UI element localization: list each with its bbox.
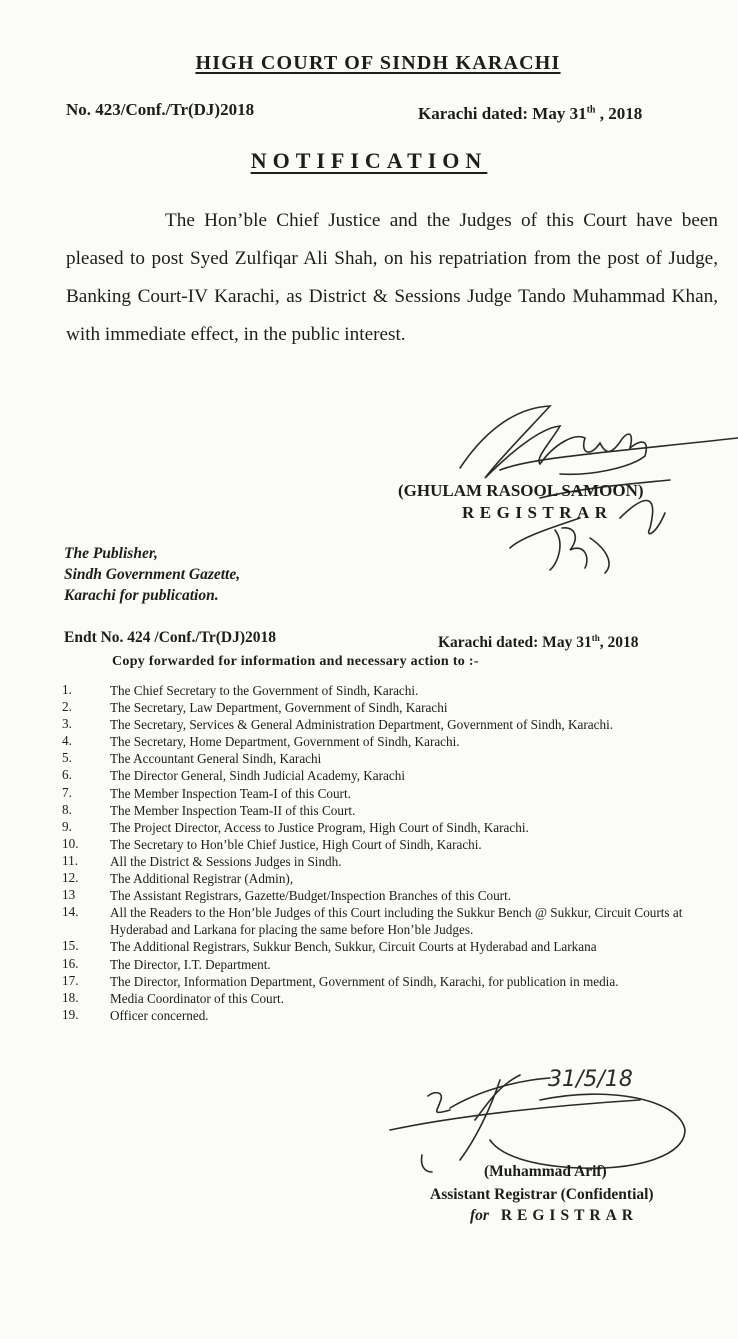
distribution-item-number: 17.	[62, 972, 79, 988]
distribution-item-number: 14.	[62, 904, 79, 920]
distribution-item-number: 11.	[62, 852, 78, 868]
copy-forwarded-line: Copy forwarded for information and necessary action to :-	[112, 654, 479, 669]
distribution-list	[62, 682, 718, 1024]
distribution-item-number: 10.	[62, 835, 79, 851]
distribution-list-item	[62, 973, 718, 990]
distribution-item-number: 6.	[62, 767, 72, 783]
court-title-text: HIGH COURT OF SINDH KARACHI	[195, 52, 561, 74]
distribution-list-item	[62, 682, 718, 699]
endorsement-date-prefix: Karachi dated: May 31	[438, 634, 592, 652]
distribution-item-text: The Secretary, Services & General Administration Department, Government of Sindh, Karachi.	[110, 717, 614, 733]
distribution-item-text: The Secretary, Law Department, Government of Sindh, Karachi	[110, 700, 448, 716]
notification-title-text: NOTIFICATION	[250, 148, 488, 173]
date-year: , 2018	[595, 104, 643, 123]
date-prefix: Karachi dated: May 31	[418, 104, 587, 123]
notification-title	[0, 148, 738, 174]
distribution-item-text: All the District & Sessions Judges in Sindh.	[110, 853, 342, 869]
for-registrar-text: REGISTRAR	[500, 1207, 638, 1224]
assistant-registrar-name: (Muhammad Arif)	[484, 1163, 607, 1180]
distribution-item-number: 1.	[62, 682, 72, 697]
distribution-item-number: 16.	[62, 955, 79, 971]
for-label: for	[470, 1207, 489, 1224]
distribution-list-item	[62, 750, 718, 767]
publisher-address	[64, 543, 240, 606]
distribution-list-item	[62, 733, 718, 750]
distribution-list-item	[62, 802, 718, 819]
registrar-name: (GHULAM RASOOL SAMOON)	[398, 481, 644, 500]
distribution-list-item	[62, 990, 718, 1007]
publisher-line-2: Sindh Government Gazette,	[64, 566, 241, 583]
distribution-item-text: The Chief Secretary to the Government of Sindh, Karachi.	[110, 683, 419, 698]
distribution-item-text: The Director, I.T. Department.	[110, 956, 271, 972]
distribution-item-number: 15.	[62, 938, 79, 954]
assistant-registrar-signature	[380, 1060, 700, 1180]
distribution-item-number: 13	[62, 887, 76, 903]
distribution-item-number: 2.	[62, 699, 72, 715]
distribution-item-text: The Director, Information Department, Government of Sindh, Karachi, for publication in media.	[110, 973, 619, 989]
publisher-line-3: Karachi for publication.	[64, 587, 219, 604]
assistant-registrar-designation: Assistant Registrar (Confidential)	[430, 1186, 654, 1203]
reference-number: No. 423/Conf./Tr(DJ)2018	[66, 100, 255, 119]
distribution-item-number: 3.	[62, 716, 72, 732]
distribution-item-number: 4.	[62, 733, 72, 749]
distribution-item-number: 9.	[62, 818, 72, 834]
publisher-line-1: The Publisher,	[64, 545, 158, 562]
distribution-item-text: The Accountant General Sindh, Karachi	[110, 751, 322, 767]
notification-date	[418, 104, 642, 124]
distribution-item-text: Media Coordinator of this Court.	[110, 990, 284, 1006]
court-title	[0, 52, 738, 75]
distribution-list-item	[62, 819, 718, 836]
distribution-item-number: 18.	[62, 989, 79, 1005]
distribution-list-item	[62, 1007, 718, 1024]
distribution-item-text: The Additional Registrar (Admin),	[110, 871, 294, 887]
date-suffix: th	[586, 104, 596, 116]
distribution-list-item	[62, 836, 718, 853]
distribution-list-item	[62, 870, 718, 887]
distribution-list-item	[62, 938, 718, 955]
distribution-item-text: The Secretary, Home Department, Government of Sindh, Karachi.	[110, 734, 460, 750]
distribution-item-number: 8.	[62, 801, 72, 817]
distribution-item-text: The Member Inspection Team-I of this Court.	[110, 785, 351, 801]
notification-body: The Hon’ble Chief Justice and the Judges of this Court have been pleased to post Syed Zulfiqar Ali Shah, on his repatriation from the post of Judge, Banking Court-IV Karachi, as District & Sessions Judge Tando Muhammad Khan, with immediate effect, in the public interest.	[66, 210, 718, 345]
distribution-item-number: 7.	[62, 784, 72, 800]
endorsement-date-year: , 2018	[599, 634, 639, 652]
distribution-item-number: 12.	[62, 870, 79, 886]
distribution-item-text: The Assistant Registrars, Gazette/Budget/Inspection Branches of this Court.	[110, 888, 512, 904]
distribution-item-text: The Project Director, Access to Justice Program, High Court of Sindh, Karachi.	[110, 819, 529, 835]
endorsement-number: Endt No. 424 /Conf./Tr(DJ)2018	[64, 629, 276, 646]
distribution-item-number: 5.	[62, 750, 72, 766]
distribution-item-text: The Secretary to Hon’ble Chief Justice, High Court of Sindh, Karachi.	[110, 836, 482, 852]
distribution-list-item	[62, 956, 718, 973]
distribution-item-text: The Member Inspection Team-II of this Court.	[110, 802, 356, 818]
distribution-list-item	[62, 716, 718, 733]
distribution-list-item	[62, 853, 718, 870]
distribution-list-item	[62, 887, 718, 904]
distribution-list-item	[62, 767, 718, 784]
registrar-designation: REGISTRAR	[462, 503, 613, 522]
distribution-item-text: The Director General, Sindh Judicial Academy, Karachi	[110, 768, 406, 784]
handwritten-date: 31/5/18	[548, 1067, 633, 1092]
endorsement-date	[438, 633, 638, 652]
distribution-list-item	[62, 699, 718, 716]
for-registrar-line	[470, 1207, 638, 1225]
distribution-list-item	[62, 785, 718, 802]
endorsement-date-suffix: th	[591, 633, 600, 643]
distribution-list-item	[62, 904, 718, 938]
distribution-item-text: The Additional Registrars, Sukkur Bench, Sukkur, Circuit Courts at Hyderabad and Larkana	[110, 939, 597, 955]
distribution-item-text: All the Readers to the Hon’ble Judges of this Court including the Sukkur Bench @ Sukkur, Circuit Courts at Hyderabad and Larkana for placing the same before Hon’ble Judges.	[110, 905, 683, 938]
distribution-item-number: 19.	[62, 1006, 79, 1022]
distribution-item-text: Officer concerned.	[110, 1007, 209, 1023]
